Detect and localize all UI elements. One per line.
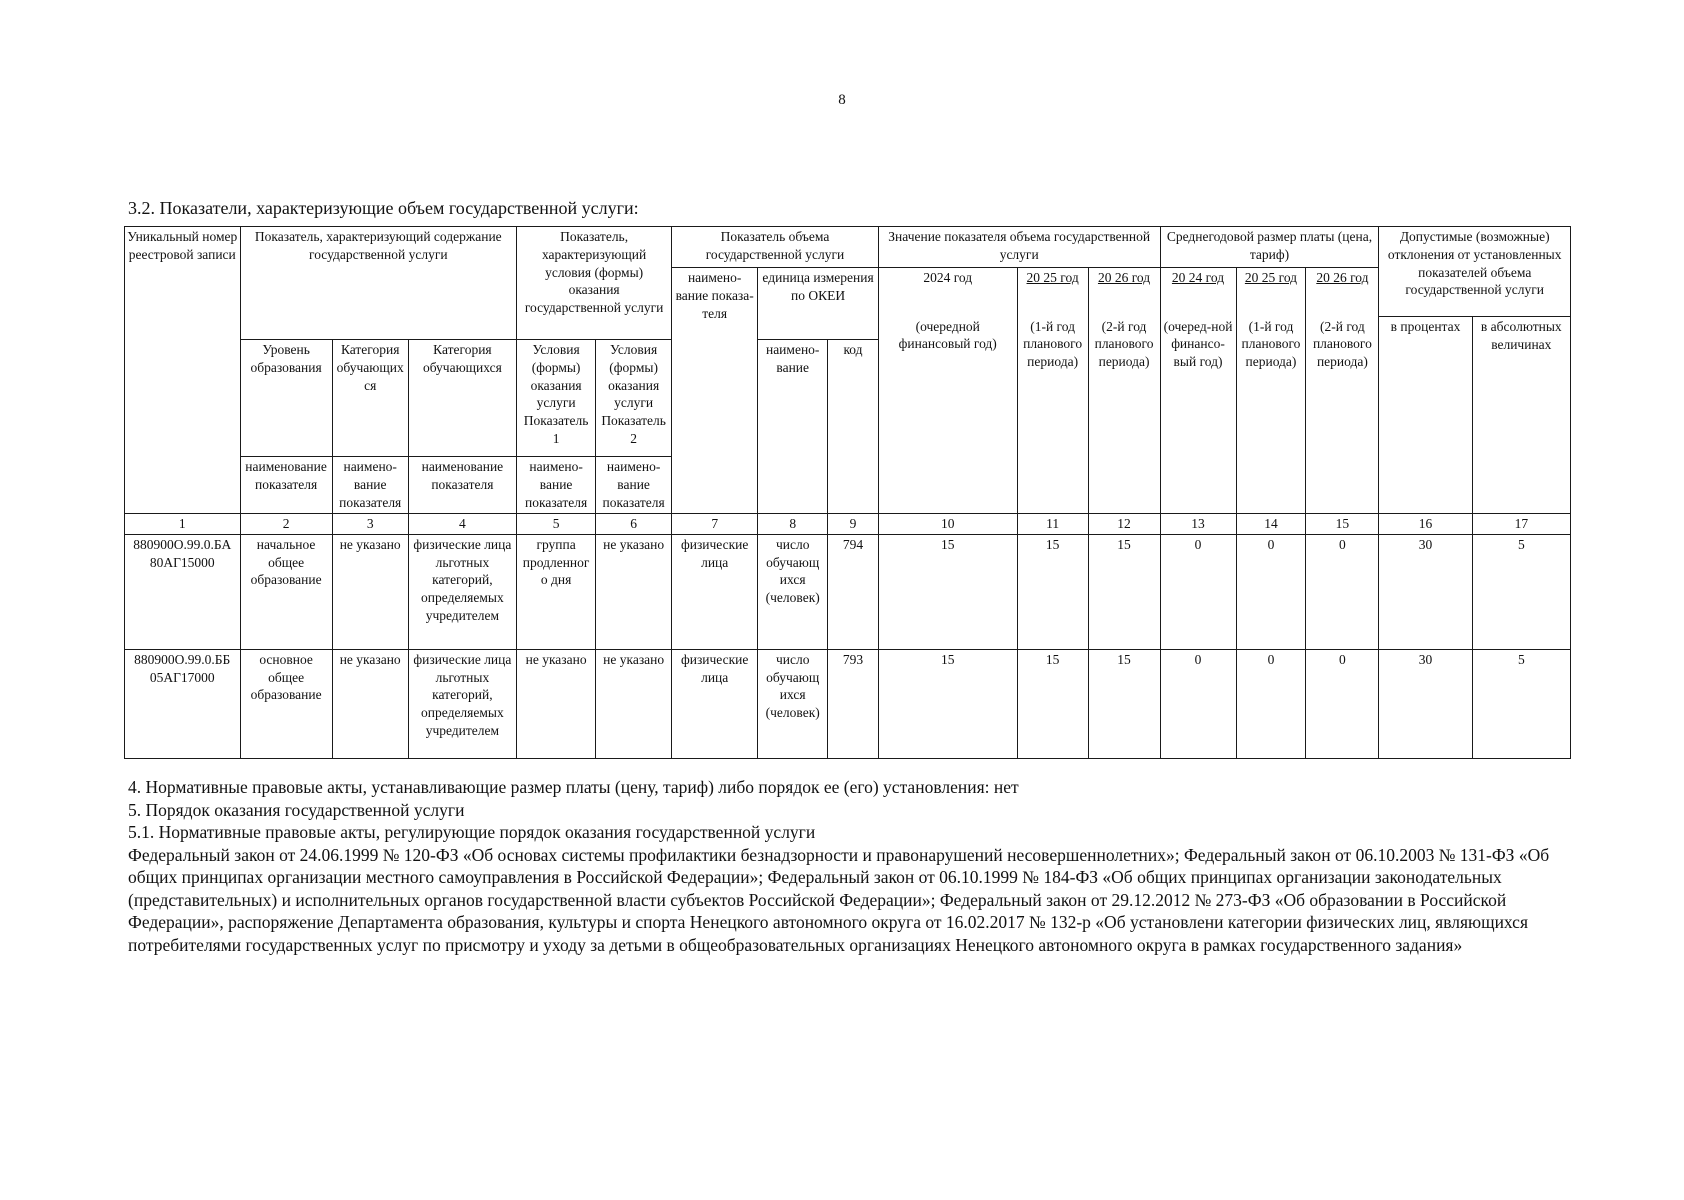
subheader-unit-code: код xyxy=(828,340,879,514)
deviation-absolute: 5 xyxy=(1472,649,1570,758)
subheader-condition-2: Условия (формы) оказания услуги Показатель 2 xyxy=(596,340,672,457)
year-2025-label: 20 25 год xyxy=(1017,268,1088,317)
fee-year-2024-note: (очеред-ной финансо-вый год) xyxy=(1160,317,1236,514)
header-conditions-indicator: Показатель, характеризующий условия (формы) оказания государственной услуги xyxy=(517,227,672,340)
column-number: 2 xyxy=(240,514,332,535)
condition-2: не указано xyxy=(596,649,672,758)
column-number: 16 xyxy=(1379,514,1472,535)
column-number: 7 xyxy=(672,514,758,535)
year-2025-note: (1-й год планового периода) xyxy=(1017,317,1088,514)
indicator-name: физические лица xyxy=(672,534,758,649)
indicator-name-label: наименование показателя xyxy=(408,457,516,514)
column-number: 9 xyxy=(828,514,879,535)
header-deviation-percent: в процентах xyxy=(1379,317,1472,514)
column-number: 8 xyxy=(758,514,828,535)
value-2025: 15 xyxy=(1017,649,1088,758)
fee-2026: 0 xyxy=(1306,649,1379,758)
page-number: 8 xyxy=(838,92,846,108)
header-indicator-name: наимено-вание показа-теля xyxy=(672,268,758,514)
header-average-fee: Среднегодовой размер платы (цена, тариф) xyxy=(1160,227,1379,268)
year-2026-note: (2-й год планового периода) xyxy=(1088,317,1160,514)
indicator-name-label: наимено-вание показателя xyxy=(596,457,672,514)
student-category-2: физические лица льготных категорий, определяемых учредителем xyxy=(408,649,516,758)
unit-code: 794 xyxy=(828,534,879,649)
header-allowed-deviation: Допустимые (возможные) отклонения от установленных показателей объема государственной услуги xyxy=(1379,227,1571,317)
value-2025: 15 xyxy=(1017,534,1088,649)
fee-year-2025-note: (1-й год планового периода) xyxy=(1236,317,1306,514)
item-5-procedure: 5. Порядок оказания государственной услуги xyxy=(128,799,465,820)
column-number: 12 xyxy=(1088,514,1160,535)
condition-2: не указано xyxy=(596,534,672,649)
fee-year-2024-label: 20 24 год xyxy=(1160,268,1236,317)
deviation-percent: 30 xyxy=(1379,534,1472,649)
column-numbers-row xyxy=(125,514,1571,535)
value-2024: 15 xyxy=(878,649,1017,758)
column-number: 14 xyxy=(1236,514,1306,535)
education-level: основное общее образование xyxy=(240,649,332,758)
fee-year-2026-label: 20 26 год xyxy=(1306,268,1379,317)
value-2026: 15 xyxy=(1088,534,1160,649)
column-number: 13 xyxy=(1160,514,1236,535)
header-volume-value: Значение показателя объема государственной услуги xyxy=(878,227,1160,268)
volume-indicators-table xyxy=(124,226,1571,759)
value-2026: 15 xyxy=(1088,649,1160,758)
year-2024-note: (очередной финансовый год) xyxy=(878,317,1017,514)
subheader-condition-1: Условия (формы) оказания услуги Показатель 1 xyxy=(517,340,596,457)
indicator-name: физические лица xyxy=(672,649,758,758)
column-number: 10 xyxy=(878,514,1017,535)
registry-number: 880900О.99.0.ББ 05АГ17000 xyxy=(125,649,241,758)
year-2024-label: 2024 год xyxy=(878,268,1017,317)
item-5-1-acts: 5.1. Нормативные правовые акты, регулирующие порядок оказания государственной услуги xyxy=(128,822,816,842)
student-category-1: не указано xyxy=(332,534,408,649)
condition-1: не указано xyxy=(517,649,596,758)
fee-year-2025-label: 20 25 год xyxy=(1236,268,1306,317)
registry-number: 880900О.99.0.БА 80АГ15000 xyxy=(125,534,241,649)
fee-2026: 0 xyxy=(1306,534,1379,649)
student-category-2: физические лица льготных категорий, определяемых учредителем xyxy=(408,534,516,649)
header-deviation-absolute: в абсолютных величинах xyxy=(1472,317,1570,514)
header-unique-number: Уникальный номер реестровой записи xyxy=(125,227,241,514)
column-number: 3 xyxy=(332,514,408,535)
indicator-name-label: наимено-вание показателя xyxy=(517,457,596,514)
indicator-name-label: наименование показателя xyxy=(240,457,332,514)
legal-acts-section xyxy=(128,776,1568,956)
deviation-absolute: 5 xyxy=(1472,534,1570,649)
subheader-unit-name: наимено-вание xyxy=(758,340,828,514)
column-number: 11 xyxy=(1017,514,1088,535)
section-title: 3.2. Показатели, характеризующие объем государственной услуги: xyxy=(128,198,639,218)
item-4-fee-acts: 4. Нормативные правовые акты, устанавливающие размер платы (цену, тариф) либо порядок ее (его) установления: нет xyxy=(128,777,1019,797)
legal-acts-text: Федеральный закон от 24.06.1999 № 120-ФЗ «Об основах системы профилактики безнадзорности и правонарушений несовершеннолетних»; Федеральный закон от 06.10.2003 № 131-ФЗ «Об общих принципах организации местного самоуправления в Российской Федерации»; Федеральный закон от 06.10.1999 № 184-ФЗ «Об общих принципах организации законодательных (представительных) и исполнительных органов государственной власти субъектов Российской Федерации»; Федеральный закон от 29.12.2012 № 273-ФЗ «Об образовании в Российской Федерации», распоряжение Департамента образования, культуры и спорта Ненецкого автономного округа от 16.02.2017 № 132-р «Об установлени категории физических лиц, являющихся потребителями государственных услуг по присмотру и уходу за детьми в общеобразовательных организациях Ненецкого автономного округа в рамках государственного задания» xyxy=(128,844,1550,955)
column-number: 15 xyxy=(1306,514,1379,535)
fee-2024: 0 xyxy=(1160,534,1236,649)
condition-1: группа продленног о дня xyxy=(517,534,596,649)
student-category-1: не указано xyxy=(332,649,408,758)
header-content-indicator: Показатель, характеризующий содержание государственной услуги xyxy=(240,227,517,340)
fee-year-2026-note: (2-й год планового периода) xyxy=(1306,317,1379,514)
unit-code: 793 xyxy=(828,649,879,758)
header-volume-indicator: Показатель объема государственной услуги xyxy=(672,227,879,268)
fee-2025: 0 xyxy=(1236,649,1306,758)
fee-2024: 0 xyxy=(1160,649,1236,758)
column-number: 4 xyxy=(408,514,516,535)
table-row xyxy=(125,649,1571,758)
unit-name: число обучающ ихся (человек) xyxy=(758,534,828,649)
table-row xyxy=(125,534,1571,649)
subheader-student-category-2: Категория обучающихся xyxy=(408,340,516,457)
column-number: 6 xyxy=(596,514,672,535)
education-level: начальное общее образование xyxy=(240,534,332,649)
subheader-student-category-1: Категория обучающих ся xyxy=(332,340,408,457)
unit-name: число обучающ ихся (человек) xyxy=(758,649,828,758)
subheader-education-level: Уровень образования xyxy=(240,340,332,457)
column-number: 17 xyxy=(1472,514,1570,535)
indicator-name-label: наимено-вание показателя xyxy=(332,457,408,514)
column-number: 5 xyxy=(517,514,596,535)
value-2024: 15 xyxy=(878,534,1017,649)
header-unit-okei: единица измерения по ОКЕИ xyxy=(758,268,879,340)
deviation-percent: 30 xyxy=(1379,649,1472,758)
fee-2025: 0 xyxy=(1236,534,1306,649)
column-number: 1 xyxy=(125,514,241,535)
year-2026-label: 20 26 год xyxy=(1088,268,1160,317)
